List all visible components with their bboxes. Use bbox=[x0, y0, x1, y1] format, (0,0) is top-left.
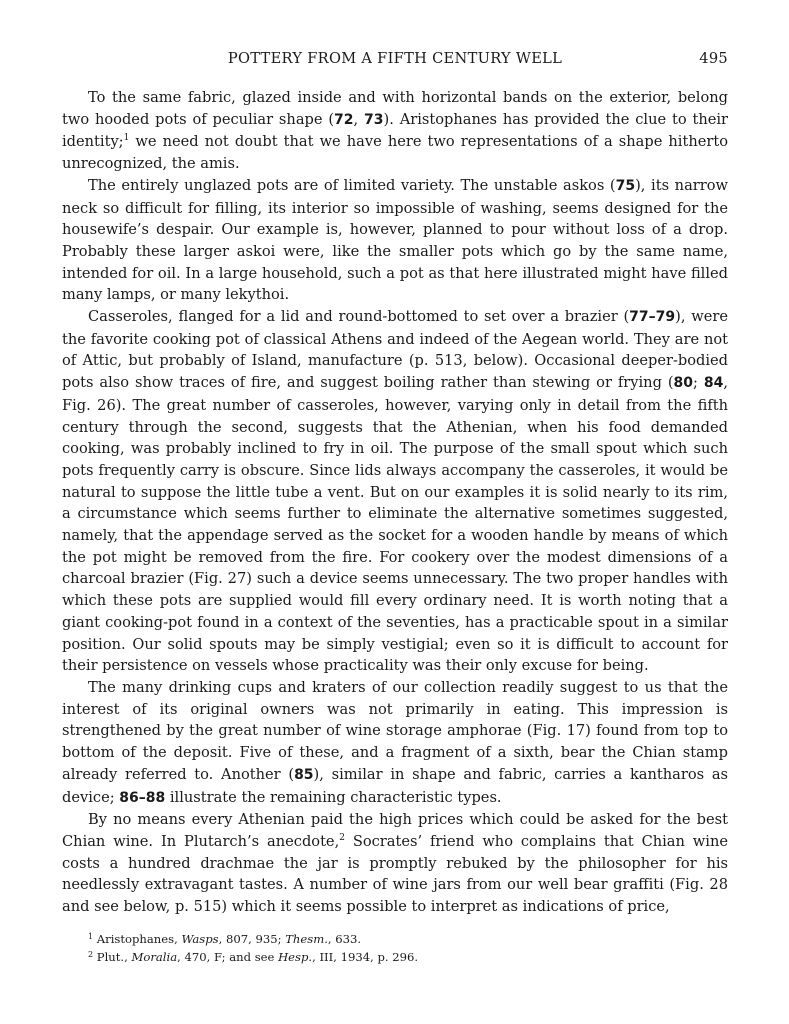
text-run: Aristophanes, bbox=[93, 932, 182, 946]
catalogue-ref: 86–88 bbox=[119, 789, 166, 806]
text-run: Plut., bbox=[93, 950, 132, 964]
catalogue-ref: 75 bbox=[615, 177, 636, 194]
running-head bbox=[62, 50, 728, 74]
body-text bbox=[62, 87, 728, 918]
text-run: By no means every Athenian paid the high prices which could be asked for the best Chian wine. In Plutarch’s anecdote, bbox=[62, 811, 728, 850]
catalogue-ref: 72 bbox=[334, 111, 354, 128]
text-run: illustrate the remaining characteristic types. bbox=[165, 788, 502, 806]
footnote-2 bbox=[88, 948, 728, 966]
paragraph-hooded-pots bbox=[62, 87, 728, 175]
italic-title: Wasps bbox=[181, 932, 219, 946]
footnote-number: 1 bbox=[88, 932, 94, 941]
italic-title: Thesm. bbox=[285, 932, 328, 946]
footnotes bbox=[88, 930, 728, 966]
text-run: , 470, F; and see bbox=[177, 950, 279, 964]
text-run: , 633. bbox=[327, 932, 362, 946]
paragraph-chian-wine bbox=[62, 809, 728, 918]
text-run: The entirely unglazed pots are of limited variety. The unstable askos ( bbox=[88, 176, 616, 194]
text-run: ), its narrow neck so difficult for filling, its interior so impossible of washing, seems designed for the housewife’s despair. Our example is, however, planned to pour without loss of a drop. Probably these larger askoi were, like the smaller pots which go by the same name, intended for oil. In a large household, such a pot as that here illustrated might have filled many lamps, or many lekythoi. bbox=[62, 176, 728, 304]
running-title: POTTERY FROM A FIFTH CENTURY WELL bbox=[227, 50, 563, 67]
text-run: The many drinking cups and kraters of our collection readily suggest to us that the interest of its original owners was not primarily in eating. This impression is strengthened by the great number of wine storage amphorae (Fig. 17) found from top to bottom of the deposit. Five of these, and a fragment of a sixth, bear the Chian stamp already referred to. Another ( bbox=[62, 678, 728, 783]
footnote-number: 2 bbox=[88, 950, 94, 959]
paragraph-casseroles bbox=[62, 306, 728, 677]
catalogue-ref: 73 bbox=[364, 111, 384, 128]
catalogue-ref: 85 bbox=[294, 766, 314, 783]
catalogue-ref: 80 bbox=[673, 375, 694, 392]
text-run: , III, 1934, p. 296. bbox=[312, 950, 419, 964]
italic-title: Hesp. bbox=[278, 950, 313, 964]
catalogue-ref: 84 bbox=[703, 375, 724, 392]
text-run: ), were the favorite cooking pot of classical Athens and indeed of the Aegean world. They are not of Attic, but probably of Island, manufacture (p. 513, below). Occasional deeper-bodied pots also show traces of fire, and suggest boiling rather than stewing or frying ( bbox=[62, 308, 728, 392]
text-run: ; bbox=[693, 374, 704, 392]
page-number: 495 bbox=[699, 50, 728, 67]
catalogue-ref: 77–79 bbox=[629, 309, 676, 326]
footnote-1 bbox=[88, 930, 728, 948]
text-run: ). Aristophanes has provided the clue to their identity; bbox=[62, 110, 728, 151]
italic-title: Moralia bbox=[131, 950, 178, 964]
paragraph-drinking-cups bbox=[62, 677, 728, 809]
footnote-marker: 2 bbox=[339, 832, 345, 843]
paragraph-unglazed-pots bbox=[62, 175, 728, 306]
text-run: ), similar in shape and fabric, carries a kantharos as device; bbox=[62, 765, 729, 806]
text-run: , bbox=[353, 110, 365, 128]
text-run: , Fig. 26). The great number of casseroles, however, varying only in detail from the fifth century through the second, suggests that the Athenian, when his food demanded cooking, was probably inclined to fry in oil. The purpose of the small spout which such pots frequently carry is obscure. Since lids always accompany the casseroles, it would be natural to suppose the little tube a vent. But on our examples it is solid nearly to its rim, a circumstance which seems further to eliminate the alternative sometimes suggested, namely, that the appendage served as the socket for a wooden handle by means of which the pot might be removed from the fire. For cookery over the modest dimensions of a charcoal brazier (Fig. 27) such a device seems unnecessary. The two proper handles with which these pots are supplied would fill every ordinary need. It is worth noting that a giant cooking-pot found in a context of the seventies, has a practicable spout in a similar position. Our solid spouts may be simply vestigial; even so it is difficult to account for their persistence on vessels whose practicality was their only excuse for being. bbox=[62, 374, 729, 675]
footnote-marker: 1 bbox=[123, 133, 130, 144]
text-run: we need not doubt that we have here two representations of a shape hitherto unrecognized, the amis. bbox=[62, 133, 728, 173]
text-run: Socrates’ friend who complains that Chian wine costs a hundred drachmae the jar is promptly rebuked by the philosopher for his needlessly extravagant tastes. A number of wine jars from our well bear graffiti (Fig. 28 and see below, p. 515) which it seems possible to interpret as indications of price, bbox=[62, 832, 728, 916]
text-run: , 807, 935; bbox=[218, 932, 286, 946]
text-run: To the same fabric, glazed inside and with horizontal bands on the exterior, belong two hooded pots of peculiar shape ( bbox=[62, 89, 728, 128]
text-run: Casseroles, flanged for a lid and round-bottomed to set over a brazier ( bbox=[88, 308, 630, 326]
